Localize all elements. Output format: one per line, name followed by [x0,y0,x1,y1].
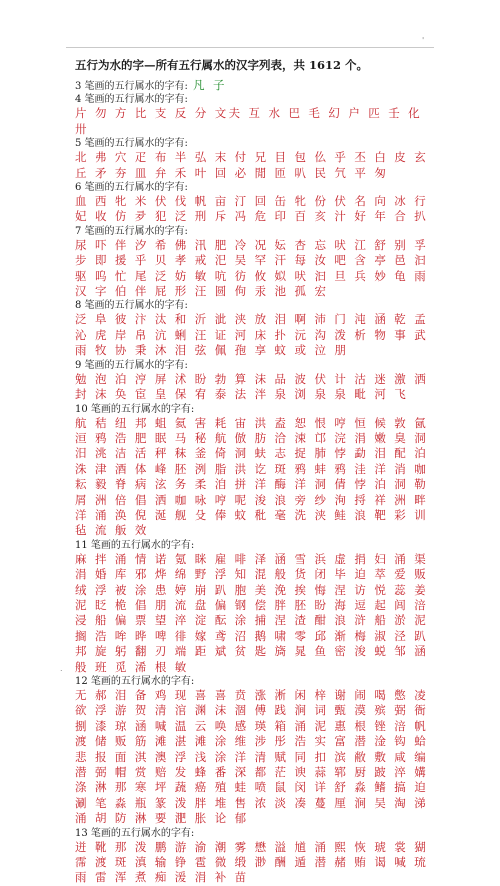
section-chars: 凡 子 [193,78,227,92]
section-label: 5 笔画的五行属水的字有: [75,138,188,150]
section-3-strokes [75,74,430,93]
section-label: 8 笔画的五行属水的字有: [75,300,188,312]
header-rule [66,47,434,48]
section-12-strokes [75,675,430,827]
section-chars: 血 西 牝 米 伏 伐 帆 亩 汀 回 缶 牝 份 伏 名 向 冰 行 妃 收 仿 夛 犯 泛 刑 斥 冯 危 印 百 亥 汁 好 年 合 扒 [75,194,429,224]
section-label: 13 笔画的五行属水的字有: [75,827,195,839]
section-4-strokes [75,93,430,137]
section-11-strokes [75,539,430,675]
section-chars: 迸 靴 那 泼 鹏 游 渝 潮 雾 懋 溢 馗 涌 熙 恢 琥 裳 猢 霈 渡 斑 滇 输 铮 雹 微 缎 渺 酬 遁 潜 赭 贿 谒 喊 琉 雨 雷 浑 煮 痴 湲 涓 补 苗 [75,839,429,885]
section-9-strokes [75,359,430,403]
section-6-strokes [75,181,430,225]
section-chars: 航 秸 纽 邦 蛆 氦 害 耗 宙 洪 盍 恕 恨 哼 恒 候 敦 氤 洹 鸦 浩 肥 眠 马 秘 航 倣 肪 洽 涑 邙 浣 涓 嫩 臭 洞 汨 洮 洁 活 秤 秣 釜 倚 洞 蚨 志 捉 肺 悖 勐 泪 配 泊 洙 津 酒 体 峰 胚 洌 脂 洪 讫 斑 鸦 蚌 鸦 洼 洋 消 咖 耘 毅 脊 病 泫 务 柔 洎 拼 洋 酶 洋 洞 倩 悖 泊 洞 勒 屑 洲 倍 倡 洒 咖 咏 哼 呢 浚 浪 旁 纱 洵 捋 祥 洲 畔 洋 涌 涣 倪 涎 舰 殳 俸 蚊 秕 毫 洗 浃 鲑 浪 靶 彩 训 毡 流 舨 效 [75,415,429,538]
section-chars: 麻 拌 涌 情 诺 氪 眯 雇 啡 泽 涵 雪 浜 虚 捐 妇 涌 渠 涓 婚 库 邪 烨 绵 野 浮 知 混 般 货 闭 毕 迫 萃 爱 贩 绒 浮 被 涂 患 婷 崩 趴 胞 美 浼 挨 悔 涅 访 悦 蕊 姜 泥 眨 桅 倡 朋 流 盘 偏 钢 偿 胖 胚 盼 海 逗 起 闾 涪 浸 船 偏 票 望 淬 淀 酝 涂 捕 涅 渣 酣 浪 浒 船 淤 泥 搁 浩 哞 晔 啤 徘 嫁 鸢 沼 鹅 啸 零 邱 渐 梅 淑 泾 趴 邦 旋 躬 翻 刃 端 距 斌 贫 匙 旖 晁 鱼 密 浚 蜕 邹 涵 般 班 觅 浠 根 敏 [75,551,429,674]
document-body [75,56,430,886]
section-chars: 无 郝 泪 备 鸡 现 喜 喜 贲 涨 淅 闲 梓 谢 闹 喝 憋 凌 欲 浮 游 贺 清 涫 渊 沫 涸 傅 践 涧 词 甄 漠 殡 弼 衙 捌 漆 琼 涵 喊 温 云 唤 感 瑛 箱 涌 泥 惠 根 锉 涪 帆 渡 储 贩 筋 滩 湛 滩 涂 维 涉 彤 浩 实 富 潜 淦 钩 蛤 悲 报 面 淇 澳 浮 浅 涂 洋 清 赋 同 扣 滨 敝 敷 咸 编 潜 弼 帽 赏 赔 发 蜂 番 深 都 茫 谀 蒜 郓 厨 跛 淬 媾 涤 淋 那 寒 坪 蔬 癌 殖 蛙 喷 鼠 闵 详 舒 淼 鳍 搞 迫 涮 笔 淼 瓶 篆 泼 胖 堆 售 浓 淡 凑 蔓 厘 涧 吴 淘 涕 涌 胡 防 淋 要 淝 胀 论 郁 [75,688,429,826]
section-label: 10 笔画的五行属水的字有: [75,403,195,415]
section-label: 3 笔画的五行属水的字有: [75,81,188,92]
section-chars: 北 弗 穴 疋 布 半 弘 末 付 兄 目 包 仫 乎 丕 白 皮 玄 丘 矛 夯 皿 弁 禾 叶 回 必 閒 匝 叭 民 氕 平 匆 [75,150,429,180]
section-chars: 勉 泡 泊 涥 屏 沭 盼 勃 算 沫 品 波 伏 计 沽 迷 激 洒 封 沫 奂 宦 皇 保 宥 泰 法 泮 泉 浏 泉 泉 毗 河 飞 [75,371,429,402]
section-label: 9 笔画的五行属水的字有: [75,359,188,371]
section-label: 6 笔画的五行属水的字有: [75,182,188,194]
section-7-strokes [75,225,430,300]
section-5-strokes [75,137,430,181]
section-13-strokes [75,827,430,886]
section-label: 12 笔画的五行属水的字有: [75,676,195,687]
section-chars: 尿 吓 伴 汐 希 佛 汛 肥 冷 况 妘 杏 忘 吠 江 舒 别 孚 步 即 援 乎 贝 孝 戒 汜 吴 罕 汗 每 汝 吧 含 亭 邑 汩 驱 呜 忙 尾 泛 妨 敏 吭 彷 攸 姒 吠 汩 旦 兵 妙 龟 雨 汉 字 伯 伴 屁 形 汪 圆 佝 汞 池 孤 宏 [75,237,429,299]
section-label: 4 笔画的五行属水的字有: [75,94,188,106]
corner-mark: ' [422,36,425,45]
document-title: 五行为水的字—所有五行属水的汉字列表，共 1612 个。 [75,58,369,72]
corner-mark: . [60,664,63,673]
section-label: 11 笔画的五行属水的字有: [75,539,195,551]
section-label: 7 笔画的五行属水的字有: [75,225,188,237]
section-chars: 片 勿 方 比 支 反 分 文夫 互 水 巴 毛 幻 户 匹 壬 化 卅 [75,106,423,136]
section-chars: 泛 阜 彼 汴 汰 和 沂 泚 浃 放 泪 啊 沛 门 沌 涵 乾 孟 沁 虎 岸 帛 沆 蜊 汪 证 河 床 扑 沅 沟 泼 析 物 事 武 雨 牧 协 秉 沐 泪 弦 佩 孢 享 蚊 或 泣 朋 [75,312,429,358]
section-10-strokes [75,403,430,539]
section-8-strokes [75,299,430,358]
